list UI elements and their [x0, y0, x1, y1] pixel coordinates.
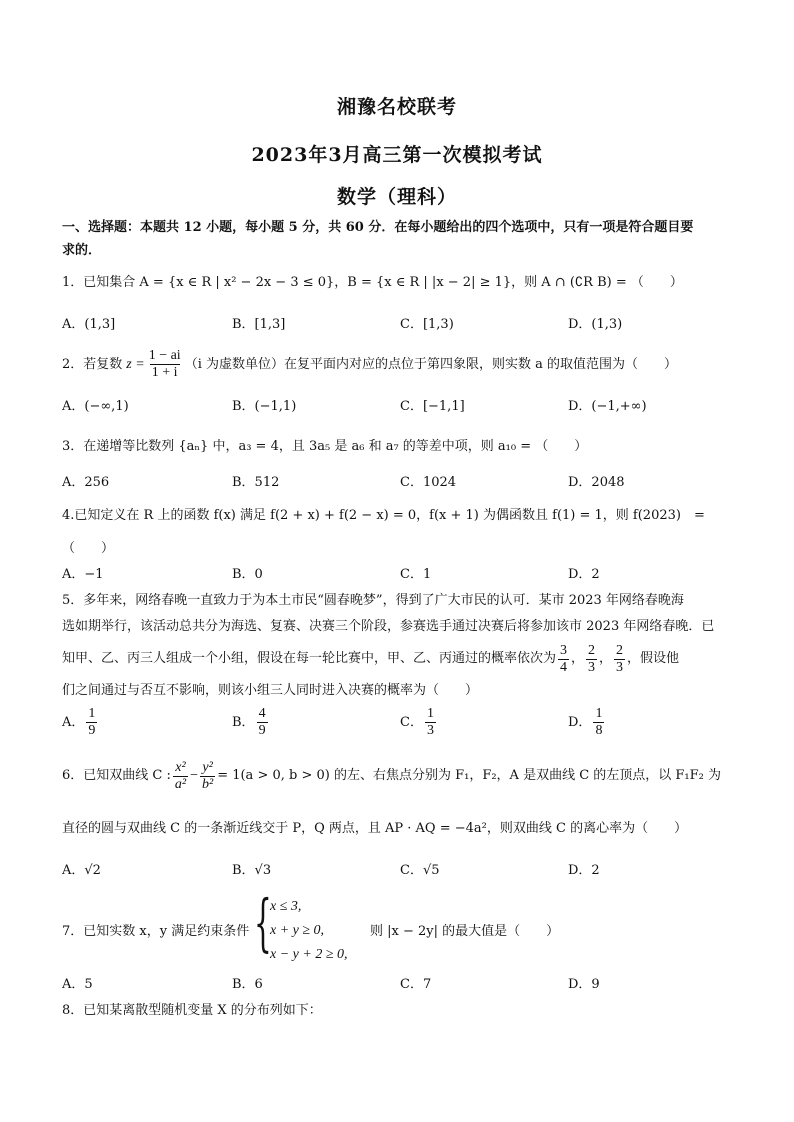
q5-option-c-frac: [425, 706, 436, 739]
q6-option-d: D．2: [568, 863, 600, 878]
question-7-prefix: 7．已知实数 x，y 满足约束条件: [62, 924, 250, 939]
q5-prob-3-num: 2: [616, 642, 624, 658]
q2-option-a: A．(−∞,1): [62, 399, 129, 414]
q3-option-d: D．2048: [568, 475, 625, 490]
q5-option-d-label: D．: [568, 714, 592, 730]
q6-y-frac: [200, 760, 215, 793]
q6-x-den: a²: [174, 776, 187, 792]
q6-option-a: A．√2: [62, 863, 101, 878]
q7-option-d: D．9: [568, 977, 600, 992]
q1-option-b: B．[1,3]: [232, 317, 286, 332]
q5-comma-2: ，: [599, 651, 613, 666]
q6-minus: −: [190, 768, 198, 783]
q1-option-d: D．(1,3): [568, 317, 623, 332]
q5-prob-2: [586, 643, 597, 676]
question-5-line4: 们之间通过与否互不影响，则该小组三人同时进入决赛的概率为（ ）: [62, 683, 479, 698]
q6-x-num: x²: [175, 759, 186, 775]
q3-option-a: A．256: [62, 475, 110, 490]
q7-constraint-1: x ≤ 3,: [270, 899, 302, 914]
q2-option-d: D．(−1,+∞): [568, 399, 647, 414]
q7-constraint-3: x − y + 2 ≥ 0,: [270, 947, 348, 962]
q3-option-b: B．512: [232, 475, 280, 490]
q5-option-d-num: 1: [595, 706, 603, 721]
section-heading-line2: 求的．: [62, 243, 102, 258]
q6-prefix: 6．已知双曲线 C :: [62, 768, 171, 783]
q2-suffix: （i 为虚数单位）在复平面内对应的点位于第四象限，则实数 a 的取值范围为（ ）: [184, 356, 677, 372]
q1-option-a: A．(1,3]: [62, 317, 116, 332]
question-5-line1: 5．多年来，网络春晚一直致力于为本土市民“圆春晚梦”，得到了广大市民的认可．某市 2023 年网络春晚海: [62, 593, 684, 608]
q4-option-c: C．1: [400, 567, 432, 582]
q5-option-b: [232, 706, 270, 739]
q7-option-b: B．6: [232, 977, 263, 992]
q5-prob-1-num: 3: [560, 642, 568, 658]
q5-line3-prefix: 知甲、乙、丙三人组成一个小组，假设在每一轮比赛中，甲、乙、丙通过的概率依次为: [62, 651, 557, 666]
question-6-line1: [62, 758, 721, 794]
q3-option-c: C．1024: [400, 475, 457, 490]
q2-fraction-numerator: 1 − ai: [148, 348, 181, 363]
q2-option-c: C．[−1,1]: [400, 399, 465, 414]
q7-brace: {: [254, 886, 272, 959]
q6-y-den: b²: [201, 776, 214, 792]
q5-option-c: [400, 706, 438, 739]
q5-prob-1-den: 4: [560, 659, 568, 675]
q2-z: z =: [126, 356, 145, 372]
q5-option-d: [568, 706, 606, 739]
q6-y-num: y²: [202, 759, 213, 775]
q7-option-a: A．5: [62, 977, 93, 992]
section-heading-line1: 一、选择题：本题共 12 小题，每小题 5 分，共 60 分．在每小题给出的四个选项中，只有一项是符合题目要: [62, 220, 694, 235]
q5-option-c-num: 1: [426, 706, 434, 721]
q5-option-a-label: A．: [62, 714, 85, 730]
q5-option-a-num: 1: [88, 706, 96, 721]
q7-option-c: C．7: [400, 977, 432, 992]
q4-option-d: D．2: [568, 567, 600, 582]
q5-option-a-frac: [86, 706, 97, 739]
q2-option-b: B．(−1,1): [232, 399, 297, 414]
q2-fraction-denominator: 1 + i: [151, 365, 178, 380]
question-2-stem: [62, 348, 677, 381]
question-7-suffix: 则 |x − 2y| 的最大值是（ ）: [370, 924, 560, 939]
q5-prob-2-den: 3: [588, 659, 596, 675]
q5-option-b-label: B．: [232, 714, 255, 730]
q5-prob-3-den: 3: [616, 659, 624, 675]
school-title: 湘豫名校联考: [336, 96, 457, 118]
q5-prob-1: [558, 643, 569, 676]
q1-option-c: C．[1,3): [400, 317, 454, 332]
exam-title: 2023年3月高三第一次模拟考试: [251, 144, 543, 166]
question-5-line3: [62, 642, 679, 676]
question-3-stem: 3．在递增等比数列 {aₙ} 中，a₃ = 4，且 3a₅ 是 a₆ 和 a₇ 的等差中项，则 a₁₀ = （ ）: [62, 439, 588, 454]
q4-option-b: B．0: [232, 567, 263, 582]
q5-option-c-den: 3: [426, 723, 434, 738]
q2-fraction: [147, 348, 183, 381]
q5-option-a: [62, 706, 99, 739]
q6-option-b: B．√3: [232, 863, 272, 878]
q5-prob-2-num: 2: [588, 642, 596, 658]
q2-prefix: 2．若复数: [62, 356, 123, 372]
subject-title: 数学（理科）: [336, 186, 457, 208]
q5-option-d-frac: [593, 706, 604, 739]
question-4-stem-2: （ ）: [62, 541, 115, 556]
q6-x-frac: [173, 760, 188, 793]
q7-constraint-2: x + y ≥ 0,: [270, 923, 325, 938]
q5-prob-3: [614, 643, 625, 676]
question-6-line2: 直径的圆与双曲线 C 的一条渐近线交于 P，Q 两点，且 AP · AQ = −4a²，则双曲线 C 的离心率为（ ）: [62, 821, 688, 836]
q5-option-c-label: C．: [400, 714, 423, 730]
q5-option-d-den: 8: [595, 723, 603, 738]
q5-option-b-den: 9: [258, 723, 266, 738]
q6-option-c: C．√5: [400, 863, 440, 878]
q5-option-a-den: 9: [88, 723, 96, 738]
q5-comma-1: ，: [571, 651, 585, 666]
question-4-stem: 4.已知定义在 R 上的函数 f(x) 满足 f(2 + x) + f(2 − x) = 0，f(x + 1) 为偶函数且 f(1) = 1，则 f(2023) =: [62, 508, 705, 523]
question-8-stem: 8．已知某离散型随机变量 X 的分布列如下：: [62, 1003, 322, 1018]
q5-line3-suffix: ，假设他: [627, 651, 680, 666]
q5-option-b-frac: [257, 706, 268, 739]
q6-suffix: = 1(a > 0, b > 0) 的左、右焦点分别为 F₁，F₂，A 是双曲线 C 的左顶点，以 F₁F₂ 为: [217, 768, 722, 783]
question-1-stem: 1．已知集合 A = {x ∈ R | x² − 2x − 3 ≤ 0}，B = {x ∈ R | |x − 2| ≥ 1}，则 A ∩ (∁R B) = （ ）: [62, 275, 683, 290]
q5-option-b-num: 4: [258, 706, 266, 721]
question-5-line2: 选如期举行，该活动总共分为海选、复赛、决赛三个阶段，参赛选手通过决赛后将参加该市 2023 年网络春晚．已: [62, 619, 715, 634]
q4-option-a: A．−1: [62, 567, 104, 582]
